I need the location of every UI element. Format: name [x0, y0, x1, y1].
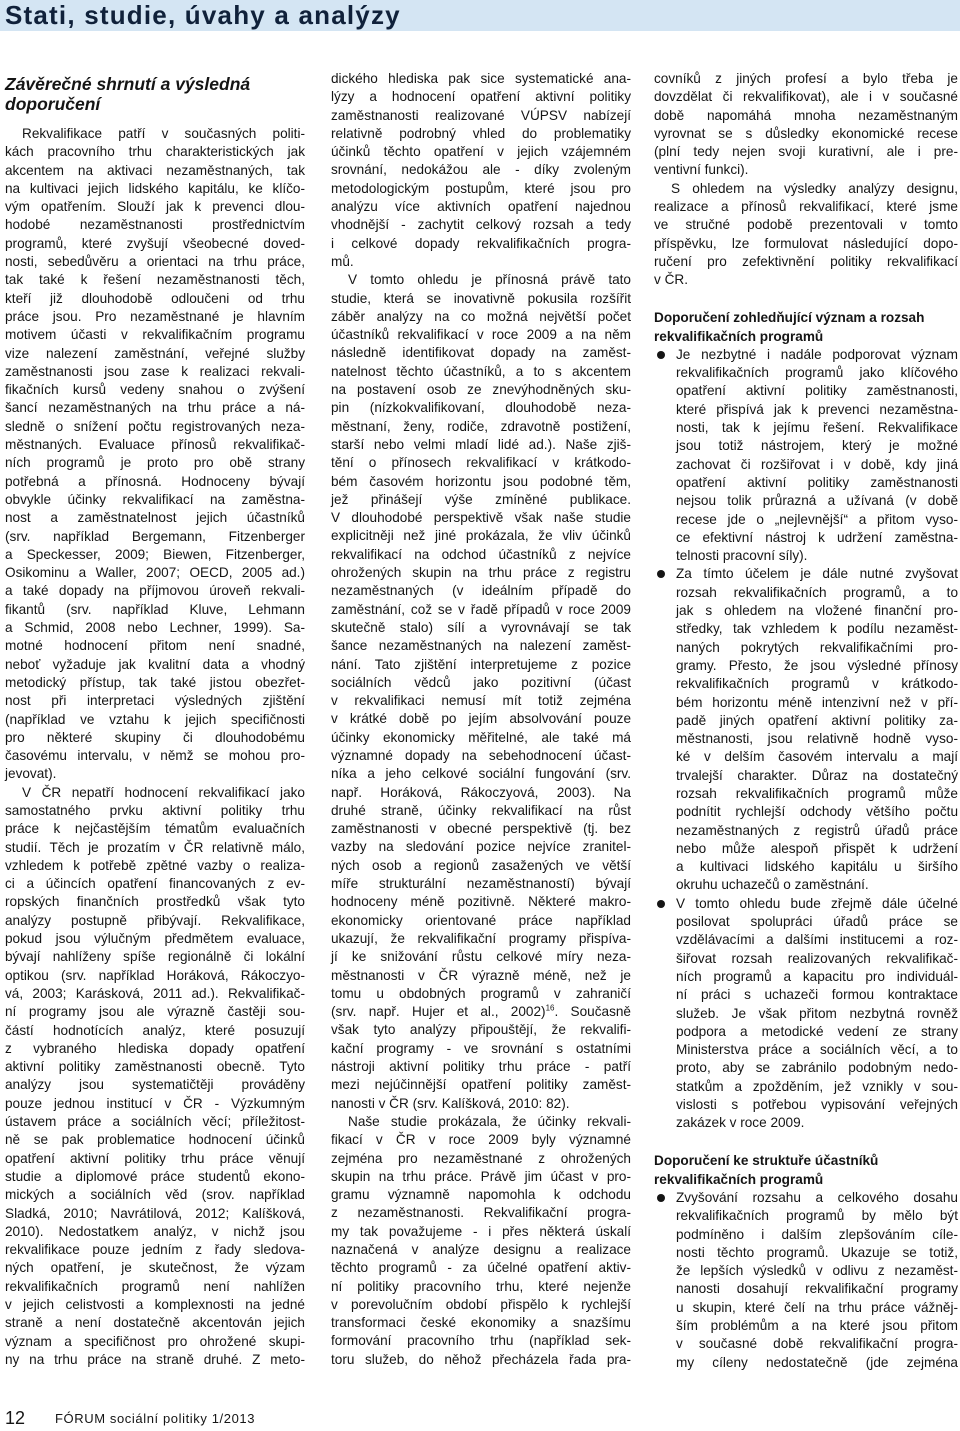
- text-line: v porevolučním období přispělo k rychlejší: [331, 1296, 631, 1312]
- text-line: naných pokrytých rekvalifikačními pro-: [676, 639, 958, 655]
- subheading: [654, 1151, 958, 1189]
- text-line: rekvalifikačních programů není nahlížen: [5, 1278, 305, 1294]
- text-line: městnaní, ženy, rodiče, zdravotně postižení,: [331, 418, 631, 434]
- text-line: my tak považujeme - i přes některá úskalí: [331, 1223, 631, 1239]
- text-line: městnanosti v ČR výrazně méně, než je: [331, 967, 631, 983]
- text-line: vize nalezení zaměstnání, veřejné služby: [5, 345, 305, 361]
- text-line: relativně podrobný vhled do problematiky: [331, 125, 631, 141]
- page-number: 12: [5, 1408, 26, 1428]
- text-line: které přispívá jak k prevenci nezaměstna-: [676, 401, 958, 417]
- text-line: recese jde o „nejlevnější“ a přitom vyso-: [676, 511, 958, 527]
- text-line: nost při interpretaci výsledných zjištění: [5, 693, 305, 709]
- text-line: straně a není dostatečně akcentován jejich: [5, 1315, 305, 1331]
- text-line: záběr analýzy na co možná největší počet: [331, 308, 631, 324]
- text-line: níka a jeho celkové sociální fungování (srv.: [331, 766, 631, 782]
- text-line: zachovat či rozšiřovat i v době, kdy jiná: [676, 456, 958, 472]
- text-line: šance nezaměstnaných na nalezení zaměst-: [331, 638, 631, 654]
- text-line: nání. Tato zjištění interpretujeme z pozice: [331, 656, 631, 672]
- text-line: na kultivaci jejich lidského kapitálu, ke klíčo-: [5, 180, 305, 196]
- footnote-ref: 16: [545, 1003, 555, 1013]
- text-line: zaměstnanosti v obecné perspektivě (tj. bez: [331, 821, 631, 837]
- text-line: městnaných. Evaluace přínosů rekvalifikač-: [5, 437, 305, 453]
- text-line: u skupin, které čelí na trhu práce vážněj-: [676, 1299, 958, 1315]
- text-line: dického hlediska pak sice systematické ana-: [331, 71, 631, 86]
- text-line: obvykle účinky rekvalifikací na zaměstna-: [5, 491, 305, 507]
- text-line: Zvyšování rozsahu a celkového dosahu: [676, 1189, 958, 1205]
- text-line: kteří již dlouhodobě odloučeni od trhu: [5, 290, 305, 306]
- text-line: motivem účasti v rekvalifikačním programu: [5, 327, 305, 343]
- text-line: nástroji aktivní politiky trhu práce - patří: [331, 1059, 631, 1075]
- text-line: formování pracovního trhu (například sek-: [331, 1333, 631, 1349]
- text-line: analýzy postupně přibývají. Rekvalifikace,: [5, 912, 305, 928]
- section-heading: [5, 74, 305, 114]
- text-line: fikačních kursů vedeny snahou o zvýšení: [5, 382, 305, 398]
- text-line: vzhledem k potřebě zpětné vazby o realiza-: [5, 857, 305, 873]
- text-line: jevovat).: [5, 766, 57, 782]
- text-line: ní programy jsou ale výrazně častěji sou-: [5, 1004, 305, 1020]
- text-line: ných opatření, je skutečnost, že výzam: [5, 1260, 305, 1276]
- text-line: explicitněji než jiné prokázala, že vliv účinků: [331, 528, 631, 544]
- text-line: rekvalifikačních programů jako klíčového: [676, 365, 958, 381]
- text-line: tění o přínosech rekvalifikací v krátkodo-: [331, 455, 631, 471]
- text-line: podpora a metodické vedení ze strany: [676, 1023, 958, 1039]
- text-line: gramu významně napomohla k odchodu: [331, 1187, 631, 1203]
- text-line: ce efektivní nástroj k udržení zaměstna-: [676, 529, 958, 545]
- text-line: [331, 1003, 631, 1021]
- text-line: bývají nahlíženy spíše regionálně či lokální: [5, 949, 305, 965]
- text-line: i celkové dopady rekvalifikačních progra-: [331, 235, 631, 251]
- text-line: ních programů je proto pro obě strany: [5, 455, 305, 471]
- text-line: nosti, tak k jejímu řešení. Rekvalifikace: [676, 420, 958, 436]
- text-line: však tyto analýzy připouštějí, že rekvalifi-: [331, 1022, 631, 1038]
- text-line: ústavem práce a sociálních věcí; příležitost-: [5, 1114, 305, 1130]
- column-middle: [331, 70, 631, 1369]
- text-line: ní politiky pracovního trhu, které nejenže: [331, 1278, 631, 1294]
- text-line: rekvalifikačních programů v krátkodo-: [676, 676, 958, 692]
- text-line: jí ke snižování růstu celkové míry neza-: [331, 949, 631, 965]
- text-line: částí hodnotících analýz, které posuzují: [5, 1022, 305, 1038]
- text-line: telnosti pracovní síly).: [676, 548, 808, 564]
- text-line: ně se pak problematice hodnocení účinků: [5, 1132, 305, 1148]
- text-line: fikací v ČR v roce 2009 byly významné: [331, 1132, 631, 1148]
- text-line: význam a specifičnost pro ohrožené skupi-: [5, 1333, 305, 1349]
- text-line: nejsou tolik průrazná a užívaná (v době: [676, 493, 958, 509]
- text-line: transformaci české ekonomiky a snazšímu: [331, 1315, 631, 1331]
- text-line: sledně o snížení počtu registrovaných neza-: [5, 418, 305, 434]
- text-line: že lepších výsledků v odlivu z nezaměst-: [676, 1263, 958, 1279]
- text-line: v jejich celistvosti a komplexnosti na jedné: [5, 1297, 305, 1312]
- text-line: pin (nízkokvalifikovaní, dlouhodobě neza-: [331, 400, 631, 416]
- text-line: podmíněno i dalším zlepšováním cíle-: [676, 1226, 958, 1242]
- text-line: lýzy a hodnocení opatření aktivní politiky: [331, 89, 631, 105]
- column-right: [654, 70, 958, 1372]
- text-line: skutečně stalo) sílí a vyrovnávají se tak: [331, 619, 631, 635]
- text-line: ropských finančních prostředků však tyto: [5, 894, 305, 910]
- text-line: skupin na trhu práce. Právě jim účast v pro-: [331, 1168, 631, 1184]
- text-line: doporučení: [5, 94, 101, 114]
- text-line: kách pracovního trhu charakteristických jak: [5, 144, 305, 160]
- text-line: hodnoceny méně pozitivně. Některé makro-: [331, 894, 631, 910]
- text-line: motné hodnocení přitom není snadné,: [5, 638, 305, 654]
- text-line: v současné době rekvalifikační progra-: [676, 1336, 958, 1352]
- text-line: míře strukturální nezaměstnaností) bývají: [331, 876, 631, 892]
- text-line: ci a účincích opatření financovaných z ev-: [5, 876, 305, 892]
- text-line: šancí nezaměstnaných na trhu práce a ná-: [5, 400, 305, 416]
- text-line: nanosti v ČR (srv. Kalíšková, 2010: 82).: [331, 1095, 570, 1111]
- text-line: jak s ohledem na vložené finanční pro-: [676, 603, 958, 619]
- column-left: [5, 74, 305, 1369]
- text-line: vzdělávacími a dalšími institucemi a roz-: [676, 932, 958, 948]
- text-line: nezaměstnaných (v ideálním případě do: [331, 583, 631, 599]
- text-line: mezi nejúčinnější opatření politiky zaměst-: [331, 1077, 631, 1093]
- text-line: zaměstnání, což se v řadě případů v roce 2009: [331, 601, 631, 617]
- bullet-icon: [657, 1194, 665, 1202]
- text-line: V tomto ohledu bude zřejmě dále účelné: [676, 895, 958, 911]
- text-line: padě jiných opatření aktivní politiky za-: [676, 712, 958, 728]
- text-line: Doporučení ke struktuře účastníků: [654, 1152, 879, 1168]
- text-line: práce k nejčastějším tématům evaluačních: [5, 821, 305, 837]
- text-line: opatření aktivní politiky trhu práce věnují: [5, 1150, 305, 1166]
- text-line: době napomáhá mnoha nezaměstnaným: [654, 107, 958, 123]
- bullet-icon: [657, 570, 665, 578]
- text-line: mů.: [331, 253, 354, 269]
- text-line: následně identifikovat dopady na zaměst-: [331, 345, 631, 361]
- text-line: nosti těchto programů. Ukazuje se totiž,: [676, 1244, 958, 1260]
- text-line: bém horizontu méně intenzivní než v pří-: [676, 694, 958, 710]
- text-line: akcentem na aktivaci nezaměstnaných, tak: [5, 162, 305, 178]
- text-line: mických a sociálních věd (srov. například: [5, 1187, 305, 1203]
- text-line: nost a zaměstnatelnost jejich účastníků: [5, 510, 305, 526]
- text-line: Závěrečné shrnutí a výsledná: [5, 74, 251, 94]
- text-line: jež přinášejí výše zmíněné publikace.: [331, 491, 631, 507]
- text-line: ventivní funkci).: [654, 162, 749, 178]
- text-line: vhodnější - zachytit celkový rozsah a tedy: [331, 217, 631, 233]
- text-line: ším problémům a na které jsou přitom: [676, 1318, 958, 1333]
- paragraph: [5, 784, 305, 1370]
- text-line: zakázek v roce 2009.: [676, 1115, 805, 1131]
- text-line: toru služeb, do něhož přecházela řada pra-: [331, 1351, 631, 1367]
- paragraph: [654, 180, 958, 290]
- text-line: metodologickým postupům, které jsou pro: [331, 180, 631, 196]
- text-line: aktivní politiky zaměstnanosti obecně. Tyto: [5, 1059, 305, 1075]
- text-line: ních programů a kapacitu pro individuál-: [676, 968, 958, 984]
- text-line: natelnost těchto účastníků, a to s akcentem: [331, 363, 631, 379]
- text-line: Ministerstva práce a sociálních věcí, a to: [676, 1042, 958, 1058]
- text-line: a Schmid, 2008 nebo Lechner, 1999). Sa-: [5, 620, 305, 636]
- text-line: Naše studie prokázala, že účinky rekvali-: [348, 1113, 631, 1129]
- text-line: studie, která se inovativně pokusila rozšířit: [331, 290, 631, 306]
- text-line: v ČR.: [654, 272, 688, 288]
- text-line: samostatného prvku aktivní politiky trhu: [5, 802, 305, 818]
- text-fragment: (srv. např. Hujer et al., 2002): [331, 1004, 546, 1020]
- text-line: příspěvku, lze formulovat následující dopo-: [654, 235, 958, 251]
- text-line: podnítit rychlejší odchody většího počtu: [676, 804, 958, 820]
- text-line: trvalejší charakter. Důraz na dostatečný: [676, 767, 958, 783]
- text-line: služeb. Je však přitom nezbytná rovněž: [676, 1005, 958, 1021]
- text-line: ručení pro zefektivnění politiky rekvalifikací: [654, 253, 958, 269]
- text-line: nebo může alespoň přispět k udržení: [676, 840, 958, 856]
- text-line: zejména pro nezaměstnané z ohrožených: [331, 1150, 631, 1166]
- text-line: vazby na sledování pozice nejvíce zranitel-: [331, 839, 631, 855]
- text-line: šiřovat rozsah realizovaných rekvalifikač-: [676, 950, 958, 966]
- text-line: v rekvalifikaci nemusí mít totiž zejména: [331, 693, 631, 709]
- text-line: vým opatřením. Slouží jak k prevenci dlou-: [5, 199, 305, 215]
- text-line: Osikominu a Waller, 2007; OECD, 2005 ad.): [5, 565, 305, 581]
- bullet-icon: [657, 351, 665, 359]
- text-line: vyrovnat se s důsledky ekonomické recese: [654, 125, 958, 141]
- text-line: rekvalifikací na odchod účastníků z nejvíce: [331, 546, 631, 562]
- text-line: studie a diplomové práce studentů ekono-: [5, 1168, 305, 1184]
- text-line: V dlouhodobé perspektivě však naše studie: [331, 510, 631, 526]
- text-line: a kultivaci lidského kapitálu u širšího: [676, 859, 958, 875]
- page-footer: [0, 1406, 960, 1430]
- text-line: (plní tedy nejen svoji kurativní, ale i pre-: [654, 144, 958, 160]
- subheading: [654, 308, 958, 346]
- text-line: např. Horáková, Rákoczyová, 2003). Na: [331, 784, 631, 800]
- text-line: opatření aktivní politiky zaměstnanosti: [676, 474, 958, 490]
- paragraph: [5, 125, 305, 784]
- text-line: analýzu více aktivních opatření najednou: [331, 199, 631, 215]
- text-line: covníků z jiných profesí a bylo třeba je: [654, 71, 958, 86]
- text-line: rozsah rekvalifikačních programů může: [676, 785, 958, 801]
- text-line: a také dopady na příjmovou úroveň rekvali-: [5, 583, 305, 599]
- text-line: kační programy - ve srovnání s ostatními: [331, 1040, 631, 1056]
- text-line: těchto programů - za účelné opatření aktiv-: [331, 1260, 631, 1276]
- text-line: významné dopady na sebehodnocení účast-: [331, 747, 631, 763]
- text-line: ké v delším časovém intervalu a mají: [676, 749, 958, 765]
- text-line: pro některé skupiny či dlouhodobému: [5, 729, 305, 745]
- bullet-item: [654, 895, 958, 1133]
- text-line: z nezaměstnanosti. Rekvalifikační progra-: [331, 1205, 631, 1221]
- paragraph-continued: [331, 70, 631, 271]
- text-line: metodický přístup, tak také jistou obezřet-: [5, 674, 305, 690]
- text-line: optikou (srv. například Horáková, Rákoczyo-: [5, 967, 305, 983]
- text-line: vislosti s potřebou vypisování veřejných: [676, 1097, 958, 1113]
- text-line: 2010). Nedostatkem analýz, v nichž jsou: [5, 1223, 305, 1239]
- text-line: nezaměstnaných z registrů úřadů práce: [676, 822, 958, 838]
- text-line: účinků těchto opatření v jejich vzájemném: [331, 144, 631, 160]
- text-line: ekonomicky orientované práce například: [331, 912, 631, 928]
- section-title: Stati, studie, úvahy a analýzy: [5, 0, 401, 30]
- paragraph-continued: [654, 70, 958, 180]
- text-line: V ČR nepatří hodnocení rekvalifikací jako: [22, 784, 305, 800]
- text-line: posilovat spolupráci úřadů práce se: [676, 914, 958, 930]
- text-line: zaměstnanosti realizované VÚPSV nabízejí: [331, 107, 631, 123]
- text-line: okruhu uchazečů o zaměstnání.: [676, 877, 869, 893]
- text-line: nosti, sebedůvěru a orientaci na trhu práce,: [5, 254, 305, 270]
- text-line: z vybraného hlediska dopady opatření: [5, 1040, 305, 1056]
- text-line: tomu u obdobných programů v zahraničí: [331, 985, 631, 1001]
- text-line: naznačená v analýze designu a realizace: [331, 1242, 631, 1257]
- text-line: Sladká, 2010; Navrátilová, 2012; Kalíšková,: [5, 1205, 305, 1221]
- text-line: sociálních vědců jako pozitivní (účast: [331, 674, 631, 690]
- text-line: jsou totiž nástrojem, který je možné: [676, 438, 958, 454]
- text-line: studií. Těch je prozatím v ČR relativně málo,: [5, 839, 305, 855]
- text-line: městnanosti, jsou relativně hodně vyso-: [676, 731, 958, 747]
- text-line: v krátké době po jejím absolvování pouze: [331, 711, 631, 727]
- journal-name: FÓRUM sociální politiky 1/2013: [55, 1411, 256, 1426]
- text-line: S ohledem na výsledky analýzy designu,: [671, 180, 958, 196]
- text-line: (například ve vztahu k jejich specifičnosti: [5, 711, 305, 727]
- text-line: analýzy jsou systematičtěji prováděny: [5, 1077, 305, 1093]
- text-line: Rekvalifikace patří v současných politi-: [22, 126, 305, 141]
- text-line: opatření aktivní politiky zaměstnanosti,: [676, 383, 958, 399]
- text-line: ní práci s uchazeči formou kontraktace: [676, 987, 958, 1003]
- text-line: gramy. Přesto, že jsou výsledné přínosy: [676, 657, 958, 673]
- text-line: realizace a přínosů rekvalifikací, které jsme: [654, 199, 958, 215]
- text-line: tak také k řešení nezaměstnanosti těch,: [5, 272, 305, 288]
- text-line: na postavení osob ze znevýhodněných sku-: [331, 382, 631, 398]
- text-line: Je nezbytné i nadále podporovat význam: [676, 346, 958, 362]
- text-line: Za tímto účelem je dále nutné zvyšovat: [676, 566, 958, 582]
- text-line: fikantů (srv. například Kluve, Lehmann: [5, 601, 305, 617]
- paragraph: [331, 271, 631, 1113]
- text-line: účinky ekonomicky měřitelné, ale také má: [331, 729, 631, 745]
- text-line: programů, které zvyšují všeobecné doved-: [5, 235, 305, 251]
- bullet-icon: [657, 900, 665, 908]
- text-line: zaměstnanosti jsou zase k realizaci rekvali-: [5, 363, 305, 379]
- text-line: rekvalifikace pouze jedním z řady sledova-: [5, 1242, 305, 1258]
- text-line: časovému intervalu, v němž se mohou pro-: [5, 748, 305, 764]
- text-line: (srv. například Bergemann, Fitzenberger: [5, 528, 305, 544]
- text-line: bém časovém horizontu jsou podobné těm,: [331, 473, 631, 489]
- text-line: srovnání, nedokážou ale - díky zvoleným: [331, 162, 631, 178]
- text-line: pouze jednou institucí v ČR - Výzkumným: [5, 1095, 305, 1111]
- text-line: neboť vyžaduje jak kvalitní data a vhodný: [5, 656, 305, 672]
- text-line: ohrožených skupin na trhu práce z registru: [331, 565, 631, 581]
- text-line: hodobé nezaměstnanosti prostřednictvím: [5, 217, 305, 233]
- text-line: V tomto ohledu je přínosná právě tato: [348, 272, 631, 288]
- text-line: rozsah rekvalifikačních programů, a to: [676, 584, 958, 600]
- text-line: starší nebo velmi mladí lidé ad.). Naše zjiš-: [331, 436, 631, 452]
- text-line: ny na trhu práce na straně druhé. Z meto-: [5, 1351, 305, 1367]
- text-line: nanosti dosahují rekvalifikační programy: [676, 1281, 958, 1297]
- section-header: [0, 0, 960, 31]
- text-line: druhé straně, účinky rekvalifikací na růst: [331, 802, 631, 818]
- text-line: Doporučení zohledňující význam a rozsah: [654, 309, 925, 325]
- text-line: dovzdělat či rekvalifikovat), ale i v současné: [654, 89, 958, 105]
- text-line: statkům a zpožděním, jež vznikly v sou-: [676, 1078, 958, 1094]
- text-line: rekvalifikačních programů: [654, 328, 824, 344]
- text-line: ukazují, že rekvalifikační programy přispíva-: [331, 930, 631, 946]
- bullet-item: [654, 565, 958, 894]
- text-fragment: . Současně: [554, 1004, 631, 1020]
- text-line: práce jsou. Pro nezaměstnané je hlavním: [5, 308, 305, 324]
- text-line: ných osob a regionů zasažených ve větší: [331, 857, 631, 873]
- text-line: vá, 2003; Karásková, 2011 ad.). Rekvalifikač-: [5, 985, 305, 1001]
- text-line: a Speckesser, 2009; Biewen, Fitzenberger,: [5, 546, 305, 562]
- bullet-item: [654, 346, 958, 566]
- text-line: rekvalifikačních programů: [654, 1171, 824, 1187]
- text-line: pokud jsou výlučným předmětem evaluace,: [5, 931, 305, 947]
- text-line: rekvalifikačních programů by mělo být: [676, 1208, 958, 1224]
- text-line: proto, aby se zabránilo podobným nedo-: [676, 1060, 958, 1076]
- bullet-item: [654, 1189, 958, 1372]
- text-line: my cíleny nedostatečně (jde zejména: [676, 1354, 958, 1370]
- paragraph: [331, 1113, 631, 1369]
- text-line: účastníků rekvalifikací v roce 2009 a na něm: [331, 327, 631, 343]
- text-line: potřebná a přínosná. Hodnoceny bývají: [5, 473, 305, 489]
- text-line: středky, tak vzhledem k podílu nezaměst-: [676, 621, 958, 637]
- text-line: ve stručné podobě prezentovali v tomto: [654, 217, 958, 233]
